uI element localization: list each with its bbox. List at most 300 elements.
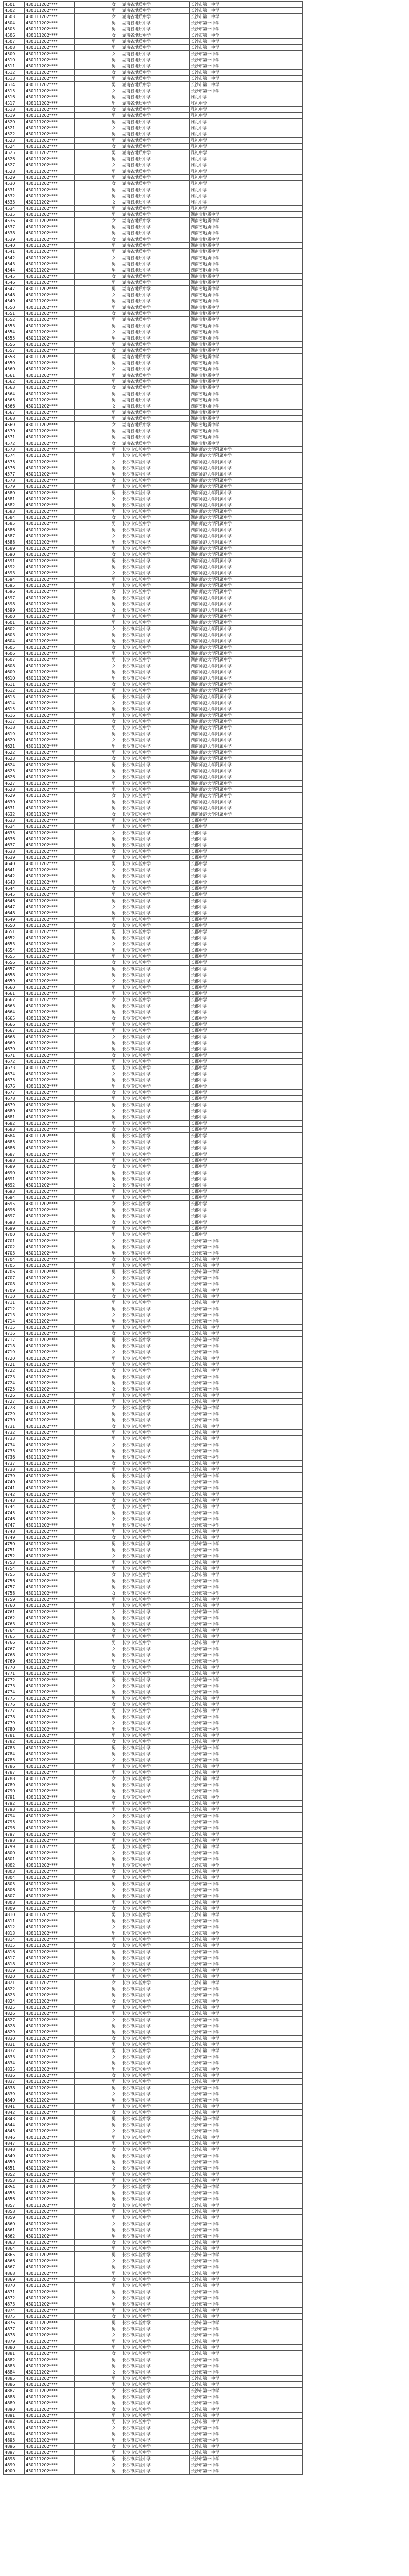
admitted-school-cell: 长沙市第一中学 [190,51,269,57]
table-row [4,1764,303,1770]
admitted-school-cell: 长郡中学 [190,873,269,879]
id-number-cell: 430111202**** [25,1671,75,1677]
graduating-school-cell: 长沙市实验中学 [121,849,190,855]
gender-cell: 男 [107,1677,121,1683]
admitted-school-cell: 长沙市第一中学 [190,1875,269,1881]
admitted-school-cell: 长沙市第一中学 [190,1603,269,1609]
student-name-cell [75,774,107,781]
gender-cell: 男 [107,768,121,774]
row-number-cell: 4837 [4,2079,25,2085]
row-number-cell: 4573 [4,447,25,453]
remarks-cell [269,2351,303,2357]
student-name-cell [75,2345,107,2351]
admitted-school-cell: 长郡中学 [190,1065,269,1071]
gender-cell: 女 [107,1516,121,1522]
student-name-cell [75,14,107,20]
id-number-cell: 430111202**** [25,935,75,941]
gender-cell: 女 [107,274,121,280]
student-name-cell [75,1844,107,1850]
row-number-cell: 4747 [4,1522,25,1529]
id-number-cell: 430111202**** [25,2104,75,2110]
gender-cell: 男 [107,453,121,459]
admitted-school-cell: 长沙市第一中学 [190,2165,269,2172]
remarks-cell [269,2196,303,2202]
remarks-cell [269,1566,303,1572]
table-row [4,2128,303,2134]
row-number-cell: 4775 [4,1696,25,1702]
admitted-school-cell: 长郡中学 [190,1170,269,1176]
admitted-school-cell: 长沙市第一中学 [190,1269,269,1275]
table-row [4,1832,303,1838]
id-number-cell: 430111202**** [25,2437,75,2444]
student-name-cell [75,811,107,818]
remarks-cell [269,1182,303,1189]
id-number-cell: 430111202**** [25,1992,75,1998]
row-number-cell: 4537 [4,224,25,230]
student-name-cell [75,1244,107,1250]
row-number-cell: 4844 [4,2122,25,2128]
row-number-cell: 4512 [4,70,25,76]
table-row [4,2227,303,2233]
row-number-cell: 4771 [4,1671,25,1677]
remarks-cell [269,366,303,372]
gender-cell: 女 [107,1794,121,1801]
student-name-cell [75,100,107,107]
student-name-cell [75,954,107,960]
remarks-cell [269,2011,303,2017]
id-number-cell: 430111202**** [25,1751,75,1757]
admitted-school-cell: 雅礼中学 [190,199,269,206]
remarks-cell [269,1584,303,1590]
student-name-cell [75,743,107,750]
row-number-cell: 4670 [4,1046,25,1053]
id-number-cell: 430111202**** [25,577,75,583]
remarks-cell [269,51,303,57]
student-name-cell [75,762,107,768]
row-number-cell: 4685 [4,1139,25,1145]
id-number-cell: 430111202**** [25,1040,75,1046]
id-number-cell: 430111202**** [25,2110,75,2116]
table-row [4,842,303,849]
remarks-cell [269,1287,303,1294]
graduating-school-cell: 长沙市实验中学 [121,2388,190,2394]
admitted-school-cell: 长沙市第一中学 [190,2320,269,2326]
gender-cell: 男 [107,2122,121,2128]
gender-cell: 男 [107,1547,121,1553]
gender-cell: 男 [107,1974,121,1980]
gender-cell: 女 [107,1145,121,1151]
graduating-school-cell: 长沙市实验中学 [121,589,190,595]
gender-cell: 男 [107,2011,121,2017]
student-name-cell [75,2338,107,2345]
id-number-cell: 430111202**** [25,1609,75,1615]
table-row [4,1003,303,1009]
admitted-school-cell: 长郡中学 [190,1046,269,1053]
student-name-cell [75,663,107,669]
remarks-cell [269,830,303,836]
id-number-cell: 430111202**** [25,1745,75,1751]
graduating-school-cell: 长沙市实验中学 [121,1621,190,1628]
table-row [4,422,303,428]
row-number-cell: 4540 [4,243,25,249]
graduating-school-cell: 长沙市实验中学 [121,2462,190,2468]
gender-cell: 女 [107,552,121,558]
remarks-cell [269,2141,303,2147]
student-name-cell [75,1232,107,1238]
gender-cell: 男 [107,688,121,694]
graduating-school-cell: 长沙市实验中学 [121,459,190,465]
admitted-school-cell: 湖南师范大学附属中学 [190,719,269,725]
admitted-school-cell: 长沙市第一中学 [190,1300,269,1306]
admitted-school-cell: 长沙市第一中学 [190,2122,269,2128]
gender-cell: 男 [107,1337,121,1343]
table-row [4,1170,303,1176]
remarks-cell [269,348,303,354]
student-name-cell [75,607,107,614]
graduating-school-cell: 湖南省地质中学 [121,100,190,107]
remarks-cell [269,2283,303,2289]
gender-cell: 女 [107,793,121,799]
row-number-cell: 4736 [4,1454,25,1461]
remarks-cell [269,1263,303,1269]
table-row [4,1362,303,1368]
admitted-school-cell: 雅礼中学 [190,100,269,107]
table-row [4,607,303,614]
student-name-cell [75,941,107,947]
remarks-cell [269,1986,303,1992]
admitted-school-cell: 长郡中学 [190,886,269,892]
table-row [4,1083,303,1090]
gender-cell: 男 [107,2116,121,2122]
id-number-cell: 430111202**** [25,2270,75,2277]
graduating-school-cell: 长沙市实验中学 [121,484,190,490]
id-number-cell: 430111202**** [25,1869,75,1875]
admitted-school-cell: 湖南省地质中学 [190,428,269,434]
table-row [4,651,303,657]
row-number-cell: 4716 [4,1331,25,1337]
gender-cell: 男 [107,1195,121,1201]
row-number-cell: 4517 [4,100,25,107]
admitted-school-cell: 长沙市第一中学 [190,1943,269,1949]
table-row [4,2289,303,2295]
student-name-cell [75,391,107,397]
remarks-cell [269,997,303,1003]
gender-cell: 男 [107,2468,121,2475]
student-name-cell [75,2116,107,2122]
table-row [4,1714,303,1720]
remarks-cell [269,1059,303,1065]
remarks-cell [269,2,303,8]
graduating-school-cell: 长沙市实验中学 [121,1640,190,1646]
graduating-school-cell: 湖南省地质中学 [121,298,190,304]
graduating-school-cell: 长沙市实验中学 [121,2190,190,2196]
id-number-cell: 430111202**** [25,1862,75,1869]
row-number-cell: 4891 [4,2413,25,2419]
graduating-school-cell: 长沙市实验中学 [121,781,190,787]
table-row [4,267,303,274]
remarks-cell [269,150,303,156]
admitted-school-cell: 长沙市第一中学 [190,57,269,63]
id-number-cell: 430111202**** [25,1096,75,1102]
remarks-cell [269,1819,303,1825]
student-name-cell [75,521,107,527]
row-number-cell: 4638 [4,849,25,855]
gender-cell: 男 [107,2172,121,2178]
admitted-school-cell: 长沙市第一中学 [190,2097,269,2104]
id-number-cell: 430111202**** [25,762,75,768]
student-name-cell [75,614,107,620]
admitted-school-cell: 长沙市第一中学 [190,1386,269,1393]
row-number-cell: 4553 [4,323,25,329]
row-number-cell: 4806 [4,1887,25,1893]
table-row [4,1522,303,1529]
admitted-school-cell: 湖南师范大学附属中学 [190,663,269,669]
gender-cell: 女 [107,162,121,168]
table-row [4,1244,303,1250]
gender-cell: 男 [107,1158,121,1164]
id-number-cell: 430111202**** [25,144,75,150]
student-name-cell [75,1974,107,1980]
gender-cell: 男 [107,818,121,824]
gender-cell: 男 [107,119,121,125]
row-number-cell: 4546 [4,280,25,286]
student-name-cell [75,1788,107,1794]
remarks-cell [269,2184,303,2190]
row-number-cell: 4589 [4,546,25,552]
row-number-cell: 4664 [4,1009,25,1015]
id-number-cell: 430111202**** [25,2301,75,2308]
table-row [4,1881,303,1887]
remarks-cell [269,2326,303,2332]
gender-cell: 女 [107,570,121,577]
row-number-cell: 4809 [4,1906,25,1912]
admitted-school-cell: 长沙市第一中学 [190,1801,269,1807]
graduating-school-cell: 长沙市实验中学 [121,1362,190,1368]
id-number-cell: 430111202**** [25,292,75,298]
table-row [4,725,303,731]
admitted-school-cell: 长沙市第一中学 [190,1535,269,1541]
student-name-cell [75,1151,107,1158]
row-number-cell: 4695 [4,1201,25,1207]
table-row [4,1355,303,1362]
id-number-cell: 430111202**** [25,2153,75,2159]
admitted-school-cell: 湖南师范大学附属中学 [190,552,269,558]
remarks-cell [269,1677,303,1683]
table-row [4,1133,303,1139]
gender-cell: 女 [107,1924,121,1930]
student-name-cell [75,2141,107,2147]
admitted-school-cell: 长沙市第一中学 [190,2134,269,2141]
table-row [4,1139,303,1145]
graduating-school-cell: 长沙市实验中学 [121,2023,190,2029]
gender-cell: 男 [107,1801,121,1807]
admitted-school-cell: 湖南省地质中学 [190,385,269,391]
student-name-cell [75,199,107,206]
id-number-cell: 430111202**** [25,1529,75,1535]
student-name-cell [75,2215,107,2221]
student-name-cell [75,2221,107,2227]
admitted-school-cell: 长沙市第一中学 [190,2264,269,2270]
admitted-school-cell: 长沙市第一中学 [190,2215,269,2221]
id-number-cell: 430111202**** [25,2332,75,2338]
student-name-cell [75,2172,107,2178]
gender-cell: 男 [107,1652,121,1658]
id-number-cell: 430111202**** [25,2085,75,2091]
admitted-school-cell: 长郡中学 [190,1059,269,1065]
remarks-cell [269,1318,303,1325]
gender-cell: 男 [107,669,121,675]
remarks-cell [269,1485,303,1492]
table-row [4,88,303,94]
remarks-cell [269,162,303,168]
row-number-cell: 4621 [4,743,25,750]
student-name-cell [75,249,107,255]
gender-cell: 男 [107,2413,121,2419]
remarks-cell [269,1757,303,1764]
gender-cell: 男 [107,26,121,32]
row-number-cell: 4610 [4,675,25,682]
admitted-school-cell: 长沙市第一中学 [190,1869,269,1875]
table-row [4,1720,303,1726]
student-name-cell [75,82,107,88]
id-number-cell: 430111202**** [25,756,75,762]
row-number-cell: 4703 [4,1250,25,1257]
remarks-cell [269,2437,303,2444]
gender-cell: 女 [107,348,121,354]
id-number-cell: 430111202**** [25,966,75,972]
admitted-school-cell: 长沙市第一中学 [190,1844,269,1850]
graduating-school-cell: 长沙市实验中学 [121,1541,190,1547]
graduating-school-cell: 湖南省地质中学 [121,255,190,261]
graduating-school-cell: 湖南省地质中学 [121,218,190,224]
gender-cell: 男 [107,879,121,886]
student-name-cell [75,2091,107,2097]
admitted-school-cell: 长沙市第一中学 [190,2221,269,2227]
admitted-school-cell: 长郡中学 [190,836,269,842]
id-number-cell: 430111202**** [25,1114,75,1121]
remarks-cell [269,917,303,923]
table-row [4,527,303,533]
remarks-cell [269,1189,303,1195]
row-number-cell: 4758 [4,1590,25,1597]
student-name-cell [75,51,107,57]
gender-cell: 男 [107,799,121,805]
admitted-school-cell: 湖南师范大学附属中学 [190,521,269,527]
admitted-school-cell: 长沙市第一中学 [190,1634,269,1640]
gender-cell: 女 [107,1943,121,1949]
gender-cell: 女 [107,385,121,391]
student-name-cell [75,329,107,335]
admitted-school-cell: 湖南省地质中学 [190,348,269,354]
id-number-cell: 430111202**** [25,781,75,787]
gender-cell: 男 [107,583,121,589]
remarks-cell [269,2048,303,2054]
row-number-cell: 4822 [4,1986,25,1992]
student-name-cell [75,2036,107,2042]
id-number-cell: 430111202**** [25,131,75,138]
graduating-school-cell: 长沙市实验中学 [121,768,190,774]
row-number-cell: 4613 [4,694,25,700]
table-row [4,434,303,440]
graduating-school-cell: 长沙市实验中学 [121,1046,190,1053]
id-number-cell: 430111202**** [25,1362,75,1368]
table-row [4,756,303,762]
id-number-cell: 430111202**** [25,8,75,14]
id-number-cell: 430111202**** [25,1442,75,1448]
remarks-cell [269,515,303,521]
id-number-cell: 430111202**** [25,335,75,342]
row-number-cell: 4538 [4,230,25,236]
student-name-cell [75,1448,107,1454]
graduating-school-cell: 长沙市实验中学 [121,1423,190,1430]
remarks-cell [269,1918,303,1924]
table-row [4,1572,303,1578]
admitted-school-cell: 湖南省地质中学 [190,298,269,304]
graduating-school-cell: 长沙市实验中学 [121,471,190,478]
row-number-cell: 4879 [4,2338,25,2345]
student-name-cell [75,1702,107,1708]
id-number-cell: 430111202**** [25,1980,75,1986]
table-row [4,941,303,947]
row-number-cell: 4799 [4,1844,25,1850]
gender-cell: 女 [107,2462,121,2468]
graduating-school-cell: 长沙市实验中学 [121,719,190,725]
graduating-school-cell: 长沙市实验中学 [121,2308,190,2314]
student-name-cell [75,1961,107,1968]
row-number-cell: 4786 [4,1764,25,1770]
id-number-cell: 430111202**** [25,249,75,255]
row-number-cell: 4815 [4,1943,25,1949]
id-number-cell: 430111202**** [25,317,75,323]
row-number-cell: 4793 [4,1807,25,1813]
graduating-school-cell: 长沙市实验中学 [121,1782,190,1788]
admitted-school-cell: 长沙市第一中学 [190,2079,269,2085]
graduating-school-cell: 长沙市实验中学 [121,1751,190,1757]
table-row [4,552,303,558]
graduating-school-cell: 长沙市实验中学 [121,509,190,515]
table-row [4,32,303,39]
student-name-cell [75,929,107,935]
id-number-cell: 430111202**** [25,206,75,212]
id-number-cell: 430111202**** [25,972,75,978]
remarks-cell [269,385,303,391]
gender-cell: 女 [107,1405,121,1411]
row-number-cell: 4856 [4,2196,25,2202]
student-name-cell [75,879,107,886]
student-name-cell [75,601,107,607]
row-number-cell: 4812 [4,1924,25,1930]
id-number-cell: 430111202**** [25,1801,75,1807]
gender-cell: 女 [107,2369,121,2376]
row-number-cell: 4858 [4,2209,25,2215]
admitted-school-cell: 长郡中学 [190,1071,269,1077]
row-number-cell: 4634 [4,824,25,830]
row-number-cell: 4796 [4,1825,25,1832]
id-number-cell: 430111202**** [25,125,75,131]
row-number-cell: 4676 [4,1083,25,1090]
remarks-cell [269,403,303,410]
table-row [4,465,303,471]
student-name-cell [75,1337,107,1343]
admitted-school-cell: 湖南师范大学附属中学 [190,811,269,818]
table-row [4,1782,303,1788]
row-number-cell: 4734 [4,1442,25,1448]
id-number-cell: 430111202**** [25,1794,75,1801]
table-row [4,2085,303,2091]
id-number-cell: 430111202**** [25,32,75,39]
row-number-cell: 4623 [4,756,25,762]
student-name-cell [75,218,107,224]
